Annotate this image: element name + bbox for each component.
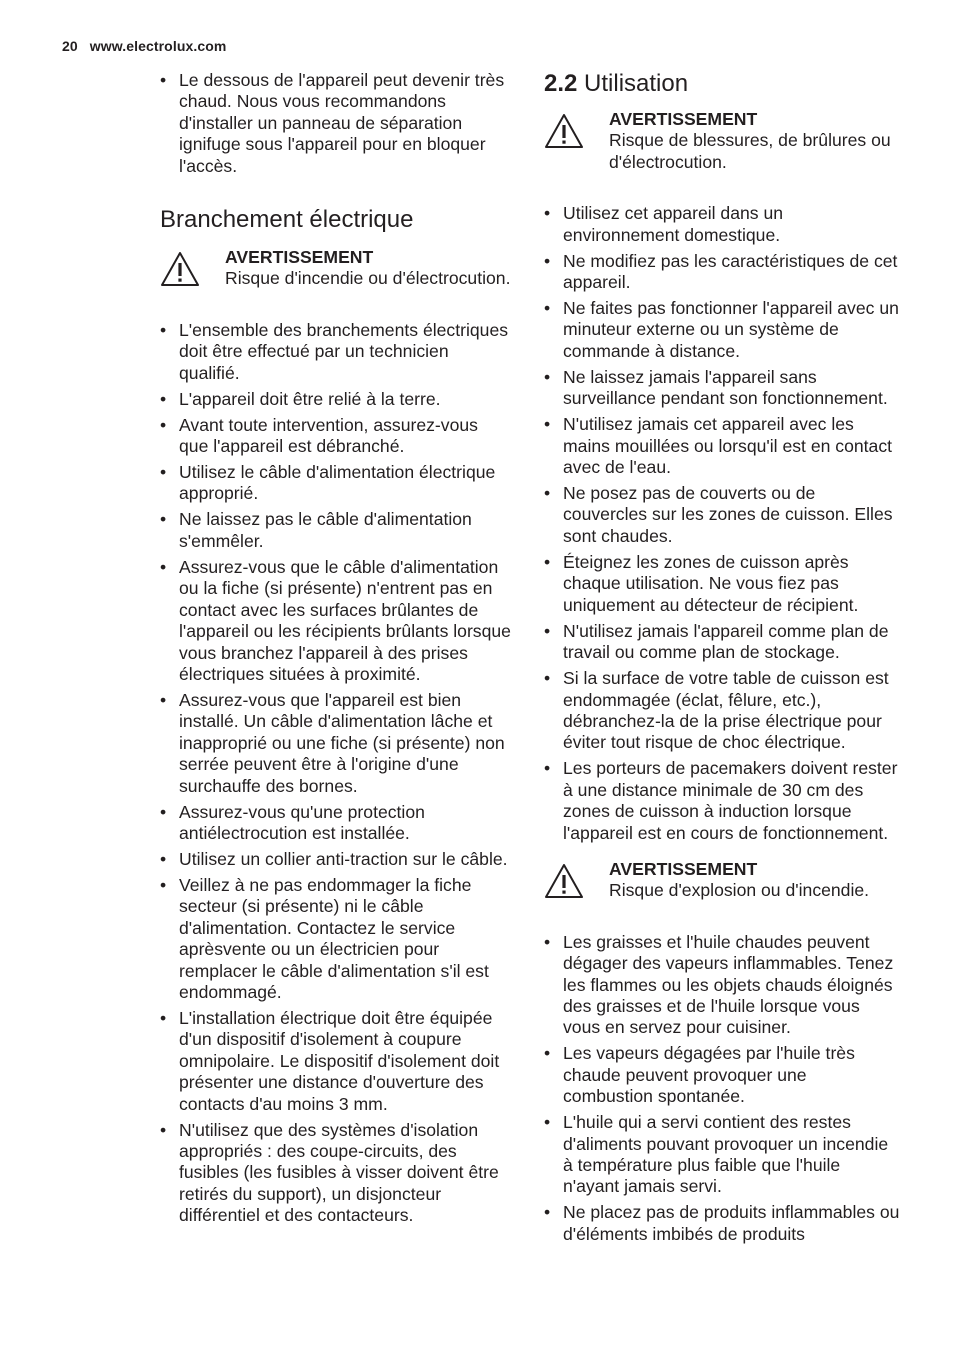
list-item: • Ne placez pas de produits inflammables ou d'éléments imbibés de produits — [544, 1202, 900, 1245]
list-item: • Ne faites pas fonctionner l'appareil avec un minuteur externe ou un système de commande à distance. — [544, 298, 900, 362]
warning-box — [544, 859, 900, 902]
intro-bullet-list — [160, 70, 512, 177]
list-item: • Avant toute intervention, assurez-vous que l'appareil est débranché. — [160, 415, 512, 458]
list-item: • Ne modifiez pas les caractéristiques de cet appareil. — [544, 251, 900, 294]
list-item: • Ne laissez pas le câble d'alimentation s'emmêler. — [160, 509, 512, 552]
list-item: • Les porteurs de pacemakers doivent rester à une distance minimale de 30 cm des zones de cuisson à induction lorsque l'appareil est en cours de fonctionnement. — [544, 758, 900, 844]
list-item: • N'utilisez jamais l'appareil comme plan de travail ou comme plan de stockage. — [544, 621, 900, 664]
warning-title: AVERTISSEMENT — [225, 247, 374, 268]
list-item: • Veillez à ne pas endommager la fiche secteur (si présente) ni le câble d'alimentation. Contactez le service aprèsvente ou un électricien pour remplacer le câble d'alimentation s'il est endommagé. — [160, 875, 512, 1003]
list-item: • Éteignez les zones de cuisson après chaque utilisation. Ne vous fiez pas uniquement au détecteur de récipient. — [544, 552, 900, 616]
usage-bullet-list — [544, 203, 900, 844]
list-item: • N'utilisez jamais cet appareil avec les mains mouillées ou lorsqu'il est en contact avec de l'eau. — [544, 414, 900, 478]
section-title-branchement: Branchement électrique — [160, 206, 414, 234]
warning-triangle-icon — [544, 863, 584, 899]
page-number: 20 — [62, 38, 78, 54]
right-column — [544, 70, 900, 1250]
page-header — [62, 38, 226, 54]
list-item: • L'appareil doit être relié à la terre. — [160, 389, 512, 410]
left-column — [160, 70, 512, 1231]
list-item: • N'utilisez que des systèmes d'isolation appropriés : des coupe-circuits, des fusibles (les fusibles à visser doivent être retirés du support), un disjoncteur différentiel et des contacteurs. — [160, 1120, 512, 1227]
list-item: • Utilisez le câble d'alimentation électrique approprié. — [160, 462, 512, 505]
list-item: • Assurez-vous que le câble d'alimentation ou la fiche (si présente) n'entrent pas en contact avec les surfaces brûlantes de l'appareil ou les récipients brûlants lorsque vous branchez l'appareil à des prises électriques situées à proximité. — [160, 557, 512, 685]
list-item: • L'ensemble des branchements électriques doit être effectué par un technicien qualifié. — [160, 320, 512, 384]
warning-triangle-icon — [544, 113, 584, 149]
warning-box — [160, 247, 512, 290]
list-item: • Les graisses et l'huile chaudes peuvent dégager des vapeurs inflammables. Tenez les flammes ou les objets chauds éloignés des graisses et de l'huile lorsque vous vous en servez pour cuisiner. — [544, 932, 900, 1039]
list-item: • L'huile qui a servi contient des restes d'aliments pouvant provoquer un incendie à température plus faible que l'huile n'ayant jamais servi. — [544, 1112, 900, 1198]
fire-risk-bullet-list — [544, 932, 900, 1245]
warning-title: AVERTISSEMENT — [609, 109, 758, 129]
warning-text: Risque d'explosion ou d'incendie. — [609, 880, 870, 901]
list-item: • Utilisez cet appareil dans un environnement domestique. — [544, 203, 900, 246]
list-item: • Le dessous de l'appareil peut devenir très chaud. Nous vous recommandons d'installer un panneau de séparation ignifuge sous l'appareil pour en bloquer l'accès. — [160, 70, 512, 177]
list-item: • Utilisez un collier anti-traction sur le câble. — [160, 849, 512, 870]
electrical-bullet-list — [160, 320, 512, 1227]
warning-title: AVERTISSEMENT — [609, 858, 758, 879]
warning-box — [544, 109, 900, 173]
list-item: • Ne posez pas de couverts ou de couvercles sur les zones de cuisson. Elles sont chaudes. — [544, 483, 900, 547]
warning-text: Risque de blessures, de brûlures ou d'électrocution. — [609, 130, 891, 172]
website-url: www.electrolux.com — [89, 38, 227, 54]
list-item: • Assurez-vous que l'appareil est bien installé. Un câble d'alimentation lâche et inapproprié ou une fiche (si présente) non serrée peuvent être à l'origine d'une surchauffe des bornes. — [160, 690, 512, 797]
list-item: • Assurez-vous qu'une protection antiélectrocution est installée. — [160, 802, 512, 845]
warning-text: Risque d'incendie ou d'électrocution. — [225, 268, 511, 289]
section-title-text: Utilisation — [584, 70, 689, 97]
list-item: • Si la surface de votre table de cuisson est endommagée (éclat, fêlure, etc.), débranchez-la de la prise électrique pour éviter tout risque de choc électrique. — [544, 668, 900, 754]
list-item: • L'installation électrique doit être équipée d'un dispositif d'isolement à coupure omnipolaire. Le dispositif d'isolement doit présenter une distance d'ouverture des contacts d'au moins 3 mm. — [160, 1008, 512, 1115]
warning-triangle-icon — [160, 251, 200, 287]
section-title-utilisation — [544, 70, 900, 98]
list-item: • Ne laissez jamais l'appareil sans surveillance pendant son fonctionnement. — [544, 367, 900, 410]
section-number: 2.2 — [544, 70, 578, 97]
list-item: • Les vapeurs dégagées par l'huile très chaude peuvent provoquer une combustion spontanée. — [544, 1043, 900, 1107]
